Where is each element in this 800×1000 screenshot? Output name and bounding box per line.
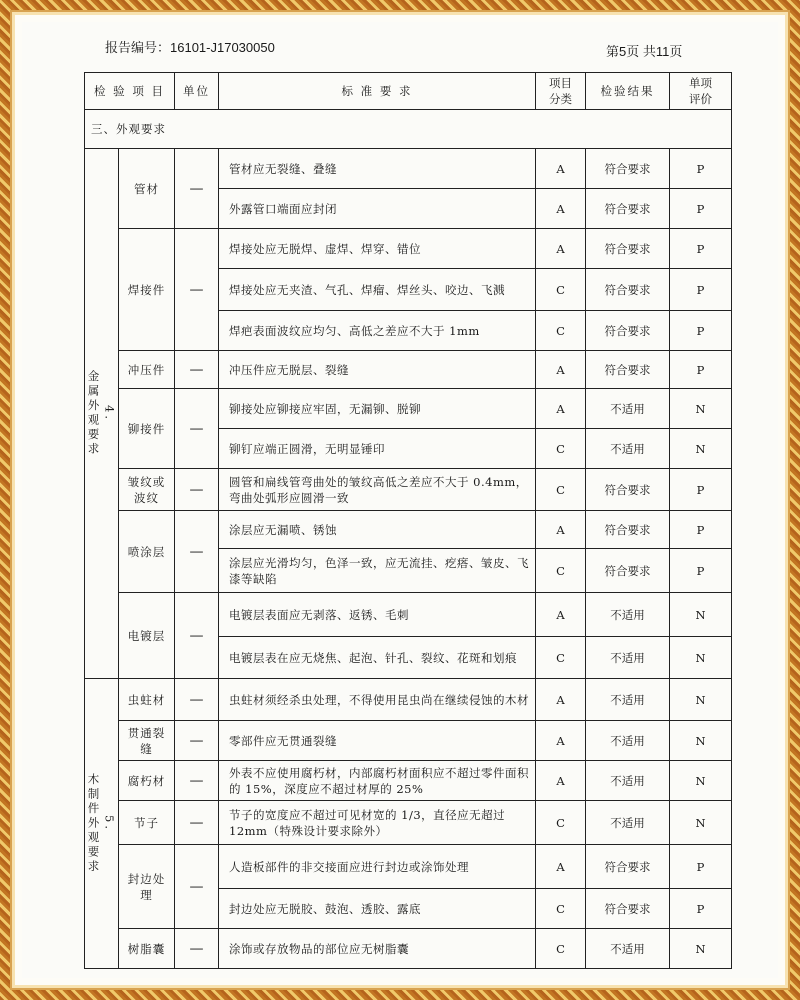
rating-cell: P [670, 149, 732, 189]
result-cell: 不适用 [586, 761, 670, 801]
result-cell: 符合要求 [586, 511, 670, 549]
item-name: 虫蛀材 [119, 679, 175, 721]
result-cell: 符合要求 [586, 269, 670, 311]
result-cell: 不适用 [586, 593, 670, 637]
item-unit: — [175, 511, 219, 593]
col-item: 检 验 项 目 [85, 73, 175, 110]
item-unit: — [175, 845, 219, 929]
item-name: 冲压件 [119, 351, 175, 389]
category-cell: A [536, 721, 586, 761]
requirement-cell: 铆钉应端正圆滑，无明显锤印 [219, 429, 536, 469]
requirement-cell: 涂层应无漏喷、锈蚀 [219, 511, 536, 549]
item-unit: — [175, 351, 219, 389]
rating-cell: N [670, 761, 732, 801]
requirement-cell: 冲压件应无脱层、裂缝 [219, 351, 536, 389]
result-cell: 不适用 [586, 929, 670, 969]
rating-cell: P [670, 889, 732, 929]
rating-cell: P [670, 351, 732, 389]
result-cell: 符合要求 [586, 189, 670, 229]
category-cell: A [536, 593, 586, 637]
requirement-cell: 焊疤表面波纹应均匀、高低之差应不大于 1mm [219, 311, 536, 351]
table-row [85, 801, 732, 845]
report-number: 报告编号：16101-J17030050 [105, 40, 275, 55]
requirement-cell: 人造板部件的非交接面应进行封边或涂饰处理 [219, 845, 536, 889]
item-name: 管材 [119, 149, 175, 229]
category-cell: A [536, 761, 586, 801]
category-cell: C [536, 889, 586, 929]
item-unit: — [175, 801, 219, 845]
item-unit: — [175, 679, 219, 721]
rating-cell: N [670, 389, 732, 429]
category-cell: A [536, 189, 586, 229]
category-cell: C [536, 269, 586, 311]
item-unit: — [175, 761, 219, 801]
col-result: 检验结果 [586, 73, 670, 110]
requirement-cell: 虫蛀材须经杀虫处理，不得使用昆虫尚在继续侵蚀的木材 [219, 679, 536, 721]
result-cell: 符合要求 [586, 149, 670, 189]
category-cell: C [536, 637, 586, 679]
rating-cell: N [670, 929, 732, 969]
table-row [85, 761, 732, 801]
table-row [85, 469, 732, 511]
rating-cell: N [670, 429, 732, 469]
item-name: 树脂囊 [119, 929, 175, 969]
rating-cell: N [670, 721, 732, 761]
requirement-cell: 管材应无裂缝、叠缝 [219, 149, 536, 189]
item-unit: — [175, 593, 219, 679]
result-cell: 不适用 [586, 721, 670, 761]
table-row [85, 511, 732, 549]
rating-cell: P [670, 311, 732, 351]
table-row [85, 229, 732, 269]
table-row [85, 593, 732, 637]
requirement-cell: 涂层应光滑均匀，色泽一致，应无流挂、疙瘩、皱皮、飞漆等缺陷 [219, 549, 536, 593]
category-cell: C [536, 801, 586, 845]
rating-cell: P [670, 511, 732, 549]
requirement-cell: 焊接处应无夹渣、气孔、焊瘤、焊丝头、咬边、飞溅 [219, 269, 536, 311]
inspection-table [84, 72, 732, 969]
result-cell: 符合要求 [586, 311, 670, 351]
group-label: 5. 木制件外观要求 [85, 679, 119, 969]
item-name: 腐朽材 [119, 761, 175, 801]
requirement-cell: 电镀层表在应无烧焦、起泡、针孔、裂纹、花斑和划痕 [219, 637, 536, 679]
result-cell: 不适用 [586, 801, 670, 845]
requirement-cell: 电镀层表面应无剥落、返锈、毛刺 [219, 593, 536, 637]
item-name: 喷涂层 [119, 511, 175, 593]
requirement-cell: 圆管和扁线管弯曲处的皱纹高低之差应不大于 0.4mm，弯曲处弧形应圆滑一致 [219, 469, 536, 511]
rating-cell: N [670, 679, 732, 721]
item-unit: — [175, 469, 219, 511]
category-cell: A [536, 149, 586, 189]
rating-cell: N [670, 637, 732, 679]
category-cell: C [536, 429, 586, 469]
requirement-cell: 铆接处应铆接应牢固，无漏铆、脱铆 [219, 389, 536, 429]
result-cell: 不适用 [586, 637, 670, 679]
result-cell: 不适用 [586, 679, 670, 721]
item-unit: — [175, 929, 219, 969]
table-row [85, 929, 732, 969]
category-cell: A [536, 679, 586, 721]
result-cell: 符合要求 [586, 229, 670, 269]
category-cell: C [536, 549, 586, 593]
table-row [85, 721, 732, 761]
col-unit: 单位 [175, 73, 219, 110]
section-title: 三、外观要求 [85, 110, 732, 149]
result-cell: 符合要求 [586, 351, 670, 389]
col-category: 项目 分类 [536, 73, 586, 110]
category-cell: A [536, 511, 586, 549]
requirement-cell: 零部件应无贯通裂缝 [219, 721, 536, 761]
category-cell: C [536, 929, 586, 969]
table-row [85, 351, 732, 389]
rating-cell: P [670, 189, 732, 229]
rating-cell: P [670, 845, 732, 889]
rating-cell: P [670, 549, 732, 593]
section-row [85, 110, 732, 149]
result-cell: 符合要求 [586, 845, 670, 889]
result-cell: 符合要求 [586, 469, 670, 511]
table-row [85, 149, 732, 189]
category-cell: C [536, 311, 586, 351]
col-rating: 单项 评价 [670, 73, 732, 110]
item-unit: — [175, 229, 219, 351]
rating-cell: P [670, 229, 732, 269]
category-cell: C [536, 469, 586, 511]
item-unit: — [175, 389, 219, 469]
category-cell: A [536, 845, 586, 889]
requirement-cell: 外表不应使用腐朽材，内部腐朽材面积应不超过零件面积的 15%，深度应不超过材厚的 25% [219, 761, 536, 801]
item-name: 铆接件 [119, 389, 175, 469]
item-name: 贯通裂缝 [119, 721, 175, 761]
rating-cell: P [670, 269, 732, 311]
category-cell: A [536, 229, 586, 269]
col-requirement: 标 准 要 求 [219, 73, 536, 110]
result-cell: 不适用 [586, 429, 670, 469]
requirement-cell: 封边处应无脱胶、鼓泡、透胶、露底 [219, 889, 536, 929]
rating-cell: P [670, 469, 732, 511]
requirement-cell: 涂饰或存放物品的部位应无树脂囊 [219, 929, 536, 969]
result-cell: 不适用 [586, 389, 670, 429]
item-unit: — [175, 721, 219, 761]
requirement-cell: 节子的宽度应不超过可见材宽的 1/3，直径应无超过 12mm（特殊设计要求除外） [219, 801, 536, 845]
group-label: 4. 金属外观要求 [85, 149, 119, 679]
table-row [85, 389, 732, 429]
result-cell: 符合要求 [586, 889, 670, 929]
rating-cell: N [670, 593, 732, 637]
category-cell: A [536, 351, 586, 389]
item-name: 封边处理 [119, 845, 175, 929]
item-unit: — [175, 149, 219, 229]
item-name: 节子 [119, 801, 175, 845]
result-cell: 符合要求 [586, 549, 670, 593]
table-row [85, 679, 732, 721]
requirement-cell: 焊接处应无脱焊、虚焊、焊穿、错位 [219, 229, 536, 269]
rating-cell: N [670, 801, 732, 845]
document-page [22, 22, 778, 978]
requirement-cell: 外露管口端面应封闭 [219, 189, 536, 229]
item-name: 电镀层 [119, 593, 175, 679]
table-header-row [85, 73, 732, 110]
item-name: 焊接件 [119, 229, 175, 351]
item-name: 皱纹或波纹 [119, 469, 175, 511]
category-cell: A [536, 389, 586, 429]
table-row [85, 845, 732, 889]
page-info: 第5页 共11页 [606, 44, 683, 59]
